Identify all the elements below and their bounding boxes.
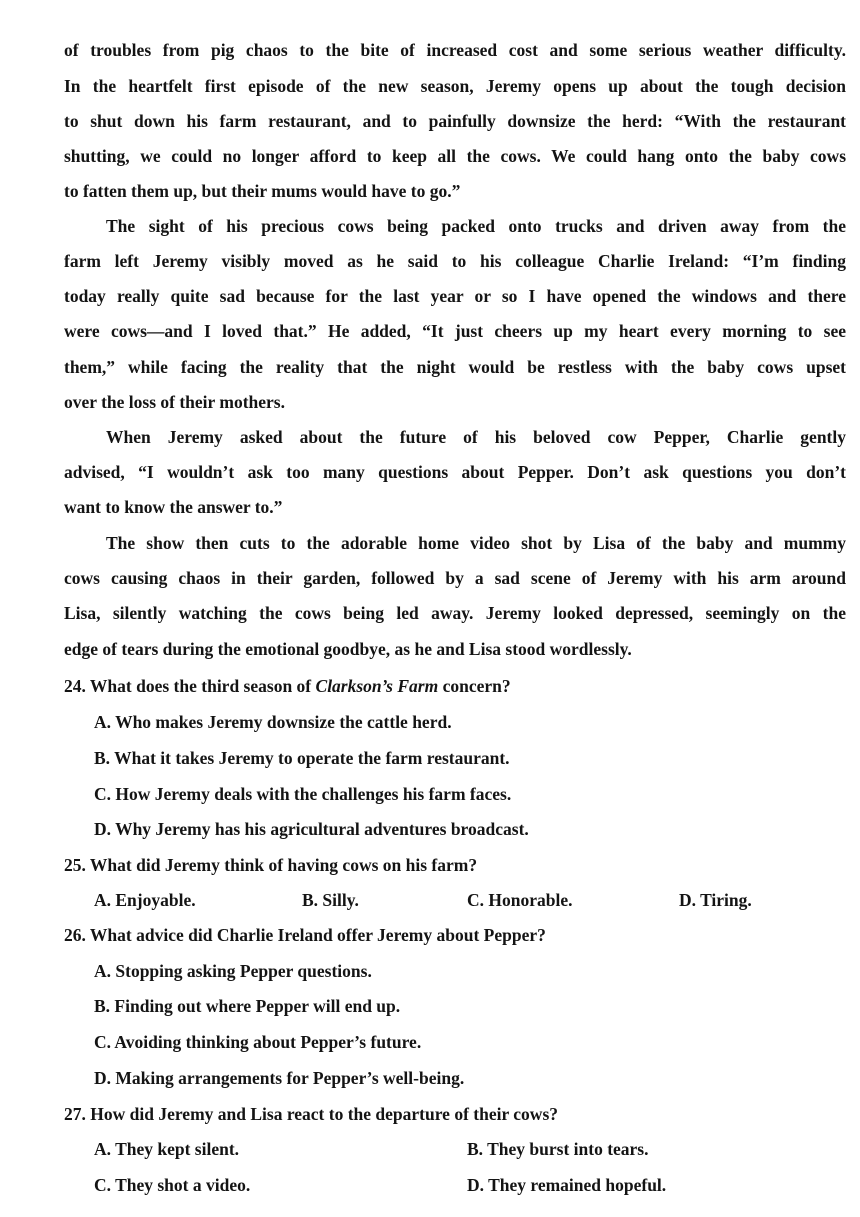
passage-line: today really quite sad because for the last year or so I have opened the windows and there <box>64 286 846 306</box>
passage-line: of troubles from pig chaos to the bite of increased cost and some serious weather difficulty. <box>64 40 846 60</box>
passage-line: over the loss of their mothers. <box>64 392 285 412</box>
passage-line: Lisa, silently watching the cows being led away. Jeremy looked depressed, seemingly on the <box>64 603 846 623</box>
answer-option: A. They kept silent. <box>94 1139 240 1159</box>
answer-option: B. Finding out where Pepper will end up. <box>94 996 401 1016</box>
answer-option: C. Avoiding thinking about Pepper’s future. <box>94 1032 422 1052</box>
question-stem: 26. What advice did Charlie Ireland offer Jeremy about Pepper? <box>64 925 546 945</box>
passage-line: shutting, we could no longer afford to keep all the cows. We could hang onto the baby cows <box>64 146 846 166</box>
question-stem: 27. How did Jeremy and Lisa react to the departure of their cows? <box>64 1104 559 1124</box>
answer-option: B. They burst into tears. <box>467 1139 649 1159</box>
passage-line: cows causing chaos in their garden, followed by a sad scene of Jeremy with his arm around <box>64 568 846 588</box>
passage-line: edge of tears during the emotional goodbye, as he and Lisa stood wordlessly. <box>64 639 632 659</box>
answer-option: A. Enjoyable. <box>94 890 196 910</box>
question-stem <box>64 675 511 697</box>
question-stem-text: 24. What does the third season of <box>64 676 316 696</box>
passage-line: When Jeremy asked about the future of his beloved cow Pepper, Charlie gently <box>106 427 846 447</box>
answer-option: B. Silly. <box>302 890 359 910</box>
question-stem-text: concern? <box>438 676 511 696</box>
passage-line: were cows—and I loved that.” He added, “It just cheers up my heart every morning to see <box>64 321 846 341</box>
answer-option: D. Making arrangements for Pepper’s well-being. <box>94 1068 465 1088</box>
passage-line: them,” while facing the reality that the night would be restless with the baby cows upset <box>64 357 846 377</box>
passage-line: want to know the answer to.” <box>64 497 283 517</box>
passage-line: farm left Jeremy visibly moved as he said to his colleague Charlie Ireland: “I’m finding <box>64 251 846 271</box>
answer-option: C. Honorable. <box>467 890 573 910</box>
question-stem: 25. What did Jeremy think of having cows on his farm? <box>64 855 478 875</box>
answer-option: D. Tiring. <box>679 890 752 910</box>
answer-option: A. Who makes Jeremy downsize the cattle herd. <box>94 712 452 732</box>
answer-option: D. They remained hopeful. <box>467 1175 667 1195</box>
passage-line: to shut down his farm restaurant, and to painfully downsize the herd: “With the restaurant <box>64 111 846 131</box>
answer-option: D. Why Jeremy has his agricultural adventures broadcast. <box>94 819 529 839</box>
answer-option: B. What it takes Jeremy to operate the farm restaurant. <box>94 748 510 768</box>
answer-option: A. Stopping asking Pepper questions. <box>94 961 372 981</box>
passage-line: advised, “I wouldn’t ask too many questions about Pepper. Don’t ask questions you don’t <box>64 462 846 482</box>
passage-line: The show then cuts to the adorable home video shot by Lisa of the baby and mummy <box>106 533 846 553</box>
passage-line: to fatten them up, but their mums would have to go.” <box>64 181 461 201</box>
passage-line: The sight of his precious cows being packed onto trucks and driven away from the <box>106 216 846 236</box>
answer-option: C. They shot a video. <box>94 1175 251 1195</box>
answer-option: C. How Jeremy deals with the challenges his farm faces. <box>94 784 512 804</box>
passage-line: In the heartfelt first episode of the new season, Jeremy opens up about the tough decision <box>64 76 846 96</box>
show-title: Clarkson’s Farm <box>315 676 439 696</box>
